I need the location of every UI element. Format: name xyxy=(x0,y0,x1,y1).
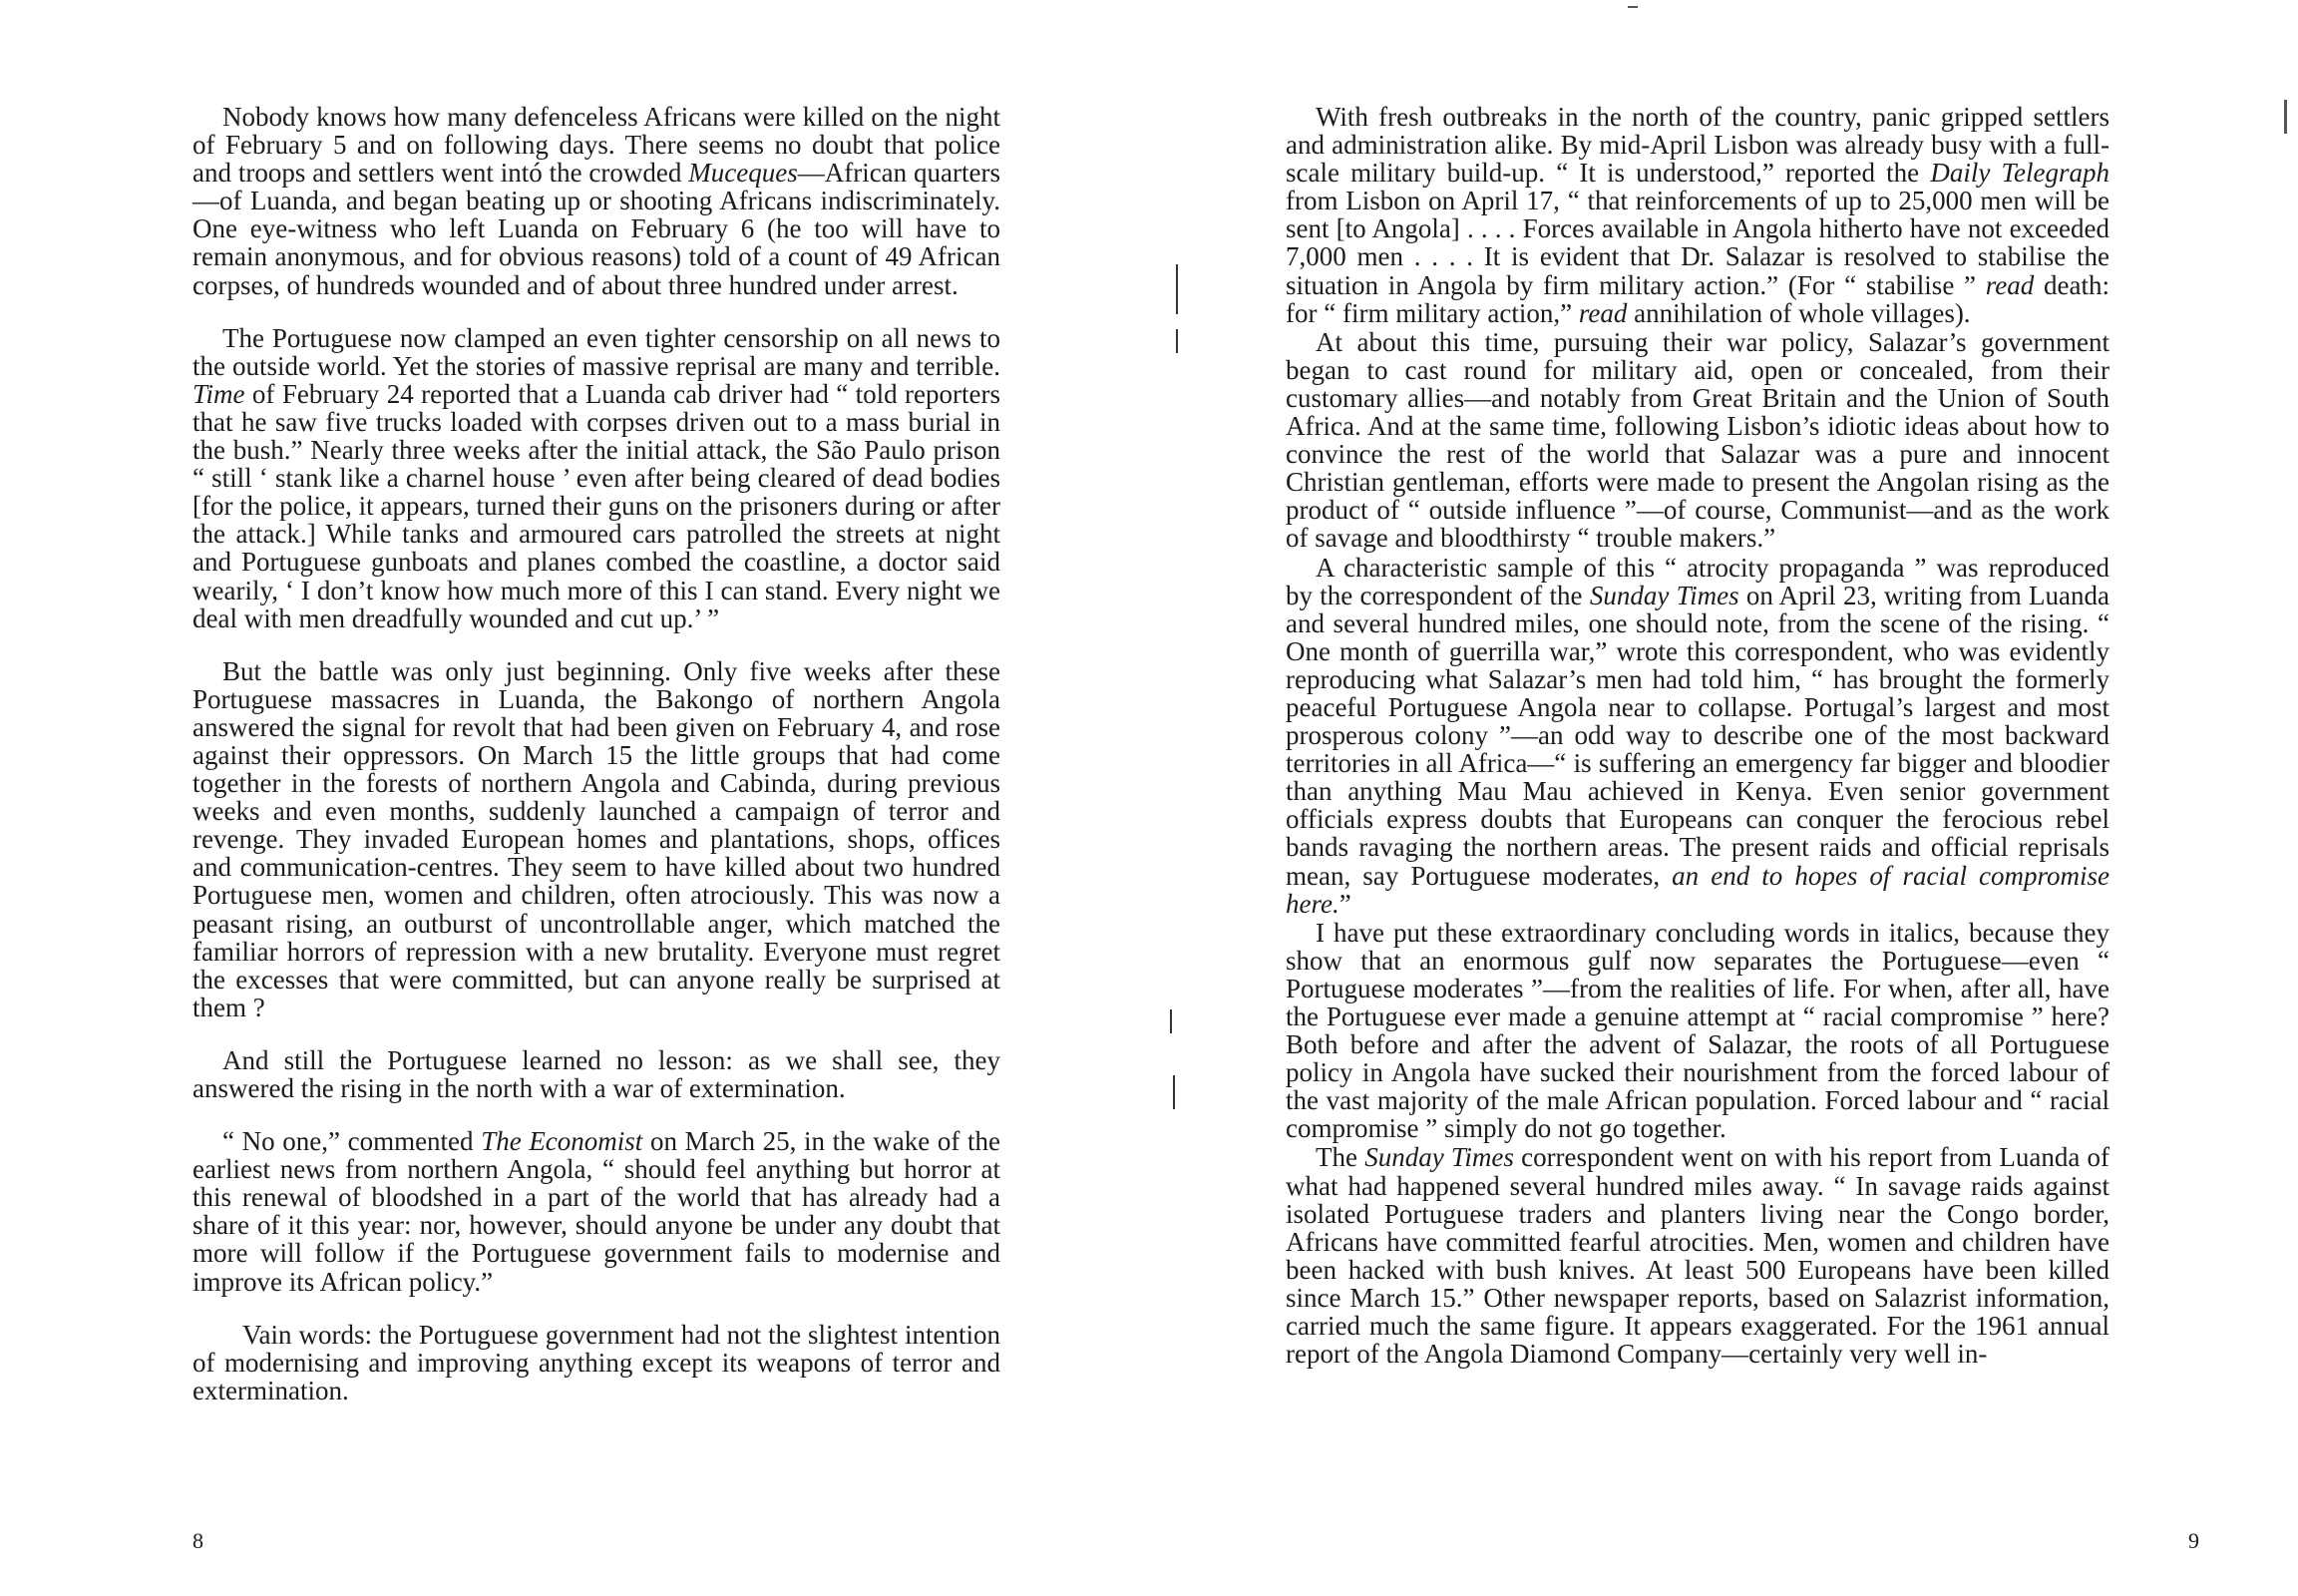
gutter-mark xyxy=(1176,329,1178,353)
text-run: At about this time, pursuing their war policy, Salazar’s government began to cast round for military aid, open or concealed, from their customary allies—and notably from Great Britain and the Union of South Africa. And at the same time, following Lisbon’s idiotic ideas about how to convince the rest of the world that Salazar was a pure and innocent Christian gentleman, efforts were made to present the Angolan rising as the product of “ outside influence ”—of course, Communist—and as the work of savage and bloodthirsty “ trouble makers.” xyxy=(1286,326,2109,554)
gutter-mark xyxy=(1176,264,1178,314)
italic-text: an end to hopes of racial compromise here. xyxy=(1286,860,2109,919)
text-run: —African quarters—of Luanda, and began beating up or shooting Africans indiscriminately. One eye-witness who left Luanda on February 6 (he too will have to remain anonymous, and for obvious reasons) told of a count of 49 African corpses, of hundreds wounded and of about three hundred under arrest. xyxy=(192,158,1000,300)
paragraph xyxy=(192,1127,1000,1296)
italic-text: Time xyxy=(192,378,245,409)
text-run: from Lisbon on April 17, “ that reinforcements of up to 25,000 men will be sent [to Angola] . . . . Forces available in Angola hitherto have not exceeded 7,000 men . . . . It is evident that Dr. Salazar is resolved to stabilise the situation in Angola by firm military action.” (For “ stabilise ” xyxy=(1286,186,2109,300)
right-page xyxy=(1149,0,2298,1596)
text-run: on April 23, writing from Luanda and several hundred miles, one should note, from the scene of the rising. “ One month of guerrilla war,” wrote this correspondent, who was evidently reproducing what Salazar’s men had told him, “ has brought the formerly peaceful Portuguese Angola near to collapse. Portugal’s largest and most prosperous colony ”—an odd way to describe one of the most backward territories in all Africa—“ is suffering an emergency far bigger and bloodier than anything Mau Mau achieved in Kenya. Even senior government officials express doubts that Europeans can conquer the ferocious rebel bands ravaging the northern areas. The present raids and official reprisals mean, say Portuguese moderates, xyxy=(1286,580,2109,891)
text-run: Vain words: the Portuguese government had not the slightest intention of modernising and improving anything except its weapons of terror and extermination. xyxy=(192,1319,1000,1405)
text-run: And still the Portuguese learned no lesson: as we shall see, they answered the rising in the north with a war of extermination. xyxy=(192,1044,1000,1103)
text-run: I have put these extraordinary concluding words in italics, because they show that an enormous gulf now separates the Portuguese—even “ Portuguese moderates ”—from the realities of life. For when, after all, have the Portuguese ever made a genuine attempt at “ racial compromise ” here? Both before and after the advent of Salazar, the roots of all Portuguese policy in Angola have sucked their nourishment from the forced labour of the vast majority of the male African population. Forced labour and “ racial compromise ” simply do not go together. xyxy=(1286,917,2109,1144)
paragraph xyxy=(1286,328,2109,553)
text-run: annihilation of whole villages). xyxy=(1627,297,1971,328)
italic-text: Sunday Times xyxy=(1589,580,1739,610)
gutter-mark xyxy=(1170,1009,1172,1033)
paragraph xyxy=(1286,554,2109,918)
italic-text: read xyxy=(1985,269,2035,300)
italic-text: Muceques xyxy=(688,158,798,189)
text-run: With fresh outbreaks in the north of the country, panic gripped settlers and administration alike. By mid-April Lisbon was already busy with a full-scale military build-up. “ It is understood,” reported the xyxy=(1286,102,2109,189)
text-run: A characteristic sample of this “ atrocity propaganda ” was reproduced by the correspondent of the xyxy=(1286,552,2109,610)
italic-text: Sunday Times xyxy=(1364,1142,1514,1173)
italic-text: The Economist xyxy=(481,1126,643,1157)
paragraph xyxy=(1286,919,2109,1143)
gutter-mark xyxy=(1173,1075,1175,1109)
paragraph xyxy=(192,657,1000,1021)
paragraph xyxy=(1286,103,2109,327)
paragraph xyxy=(192,1321,1000,1404)
text-run: But the battle was only just beginning. Only five weeks after these Portuguese massacres in Luanda, the Bakongo of northern Angola answered the signal for revolt that had been given on February 4, and rose against their oppressors. On March 15 the little groups that had come together in the forests of northern Angola and Cabinda, during previous weeks and even months, suddenly launched a campaign of terror and revenge. They invaded European homes and plantations, shops, offices and communication-centres. They seem to have killed about two hundred Portuguese men, women and children, often atrociously. This was now a peasant rising, an outburst of uncontrollable anger, which matched the familiar horrors of repression with a new brutality. Everyone must regret the excesses that were committed, but can anyone really be surprised at them ? xyxy=(192,655,1000,1022)
page-number-left: 8 xyxy=(192,1528,203,1553)
paragraph xyxy=(192,103,1000,299)
italic-text: read xyxy=(1578,297,1628,328)
text-run: death: for “ firm military action,” xyxy=(1286,269,2109,328)
text-run: correspondent went on with his report from Luanda of what had happened several hundred miles away. “ In savage raids against isolated Portuguese traders and planters living near the Congo border, Africans have committed fearful atrocities. Men, women and children have been hacked with bush knives. At least 500 Europeans have been killed since March 15.” Other newspaper reports, based on Salazrist information, carried much the same figure. It appears exaggerated. For the 1961 annual report of the Angola Diamond Company—certainly very well in- xyxy=(1286,1142,2109,1370)
right-page-text-column xyxy=(1286,103,2109,1369)
scan-speck xyxy=(1628,6,1638,8)
text-run: “ No one,” commented xyxy=(222,1126,482,1157)
paragraph xyxy=(192,324,1000,632)
scan-speck xyxy=(2284,100,2287,134)
text-run: The xyxy=(1316,1142,1365,1173)
text-run: of February 24 reported that a Luanda cab driver had “ told reporters that he saw five trucks loaded with corpses driven out to a mass burial in the bush.” Nearly three weeks after the initial attack, the São Paulo prison “ still ‘ stank like a charnel house ’ even after being cleared of dead bodies [for the police, it appears, turned their guns on the prisoners during or after the attack.] While tanks and armoured cars patrolled the streets at night and Portuguese gunboats and planes combed the coastline, a doctor said wearily, ‘ I don’t know how much more of this I can stand. Every night we deal with men dreadfully wounded and cut up.’ ” xyxy=(192,378,1000,633)
text-run: on March 25, in the wake of the earliest news from northern Angola, “ should feel anything but horror at this renewal of bloodshed in a part of the world that has already had a share of it this year: nor, however, should anyone be under any doubt that more will follow if the Portuguese government fails to modernise and improve its African policy.” xyxy=(192,1126,1000,1297)
italic-text: Daily Telegraph xyxy=(1930,158,2110,189)
paragraph xyxy=(1286,1143,2109,1368)
page-number-right: 9 xyxy=(2188,1528,2199,1553)
text-run: The Portuguese now clamped an even tighter censorship on all news to the outside world. Yet the stories of massive reprisal are many and terrible. xyxy=(192,322,1000,381)
text-run: ” xyxy=(1339,888,1351,919)
text-run: Nobody knows how many defenceless Africans were killed on the night of February 5 and on following days. There seems no doubt that police and troops and settlers went intó the crowded xyxy=(192,102,1000,189)
paragraph xyxy=(192,1046,1000,1102)
left-page-text-column xyxy=(192,103,1000,1404)
